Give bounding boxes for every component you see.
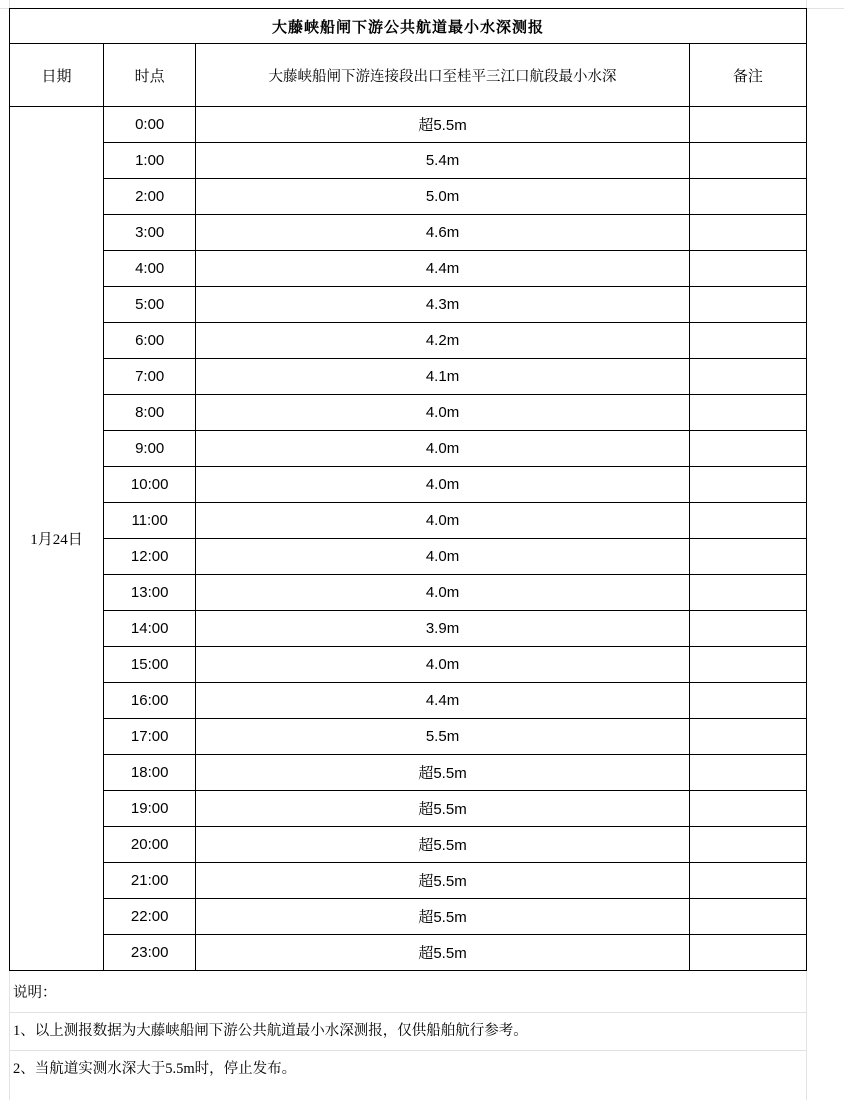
remark-cell <box>689 935 806 971</box>
remark-cell <box>689 539 806 575</box>
time-cell: 0:00 <box>104 107 196 143</box>
time-cell: 13:00 <box>104 575 196 611</box>
table-row <box>10 503 807 539</box>
depth-cell: 4.4m <box>196 683 690 719</box>
depth-cell: 4.2m <box>196 323 690 359</box>
time-cell: 18:00 <box>104 755 196 791</box>
table-row <box>10 359 807 395</box>
remark-cell <box>689 179 806 215</box>
page-title: 大藤峡船闸下游公共航道最小水深测报 <box>10 9 807 44</box>
table-row <box>10 323 807 359</box>
depth-cell: 3.9m <box>196 611 690 647</box>
remark-cell <box>689 791 806 827</box>
remark-cell <box>689 503 806 539</box>
table-row <box>10 395 807 431</box>
depth-cell: 4.0m <box>196 395 690 431</box>
note-item-1: 1、以上测报数据为大藤峡船闸下游公共航道最小水深测报，仅供船舶航行参考。 <box>13 1023 528 1040</box>
remark-cell <box>689 395 806 431</box>
remark-cell <box>689 431 806 467</box>
remark-cell <box>689 683 806 719</box>
time-cell: 2:00 <box>104 179 196 215</box>
table-row <box>10 467 807 503</box>
remark-cell <box>689 719 806 755</box>
depth-cell: 超5.5m <box>196 935 690 971</box>
depth-cell: 4.0m <box>196 431 690 467</box>
table-row <box>10 143 807 179</box>
table-row <box>10 827 807 863</box>
remark-cell <box>689 827 806 863</box>
column-header-date: 日期 <box>10 44 104 107</box>
time-cell: 16:00 <box>104 683 196 719</box>
depth-cell: 4.0m <box>196 647 690 683</box>
table-row <box>10 287 807 323</box>
time-cell: 22:00 <box>104 899 196 935</box>
depth-cell: 4.3m <box>196 287 690 323</box>
depth-cell: 4.6m <box>196 215 690 251</box>
remark-cell <box>689 755 806 791</box>
table-row <box>10 647 807 683</box>
remark-cell <box>689 143 806 179</box>
remark-cell <box>689 215 806 251</box>
depth-cell: 4.1m <box>196 359 690 395</box>
note-item-2: 2、当航道实测水深大于5.5m时，停止发布。 <box>13 1061 297 1078</box>
time-cell: 10:00 <box>104 467 196 503</box>
time-cell: 21:00 <box>104 863 196 899</box>
table-row <box>10 575 807 611</box>
time-cell: 15:00 <box>104 647 196 683</box>
remark-cell <box>689 251 806 287</box>
depth-cell: 超5.5m <box>196 107 690 143</box>
table-row <box>10 899 807 935</box>
column-header-time: 时点 <box>104 44 196 107</box>
table-row <box>10 431 807 467</box>
depth-cell: 超5.5m <box>196 755 690 791</box>
time-cell: 23:00 <box>104 935 196 971</box>
table-row <box>10 791 807 827</box>
depth-cell: 超5.5m <box>196 827 690 863</box>
depth-cell: 4.0m <box>196 467 690 503</box>
remark-cell <box>689 107 806 143</box>
table-row <box>10 935 807 971</box>
time-cell: 17:00 <box>104 719 196 755</box>
time-cell: 8:00 <box>104 395 196 431</box>
time-cell: 14:00 <box>104 611 196 647</box>
column-header-remark: 备注 <box>689 44 806 107</box>
remark-cell <box>689 323 806 359</box>
depth-cell: 5.0m <box>196 179 690 215</box>
depth-cell: 4.0m <box>196 575 690 611</box>
remark-cell <box>689 863 806 899</box>
depth-cell: 4.0m <box>196 539 690 575</box>
notes-section <box>9 975 807 1088</box>
table-row <box>10 611 807 647</box>
time-cell: 6:00 <box>104 323 196 359</box>
column-header-depth: 大藤峡船闸下游连接段出口至桂平三江口航段最小水深 <box>196 44 690 107</box>
time-cell: 1:00 <box>104 143 196 179</box>
table-row <box>10 539 807 575</box>
depth-cell: 5.4m <box>196 143 690 179</box>
remark-cell <box>689 647 806 683</box>
time-cell: 7:00 <box>104 359 196 395</box>
time-cell: 5:00 <box>104 287 196 323</box>
note-heading: 说明： <box>13 985 57 1002</box>
table-row <box>10 215 807 251</box>
remark-cell <box>689 899 806 935</box>
water-depth-report-table <box>9 8 807 971</box>
table-row <box>10 251 807 287</box>
remark-cell <box>689 359 806 395</box>
depth-cell: 5.5m <box>196 719 690 755</box>
time-cell: 4:00 <box>104 251 196 287</box>
time-cell: 12:00 <box>104 539 196 575</box>
table-row <box>10 107 807 143</box>
table-header-row <box>10 44 807 107</box>
remark-cell <box>689 611 806 647</box>
table-row <box>10 719 807 755</box>
time-cell: 3:00 <box>104 215 196 251</box>
depth-cell: 超5.5m <box>196 863 690 899</box>
depth-cell: 超5.5m <box>196 899 690 935</box>
depth-cell: 超5.5m <box>196 791 690 827</box>
table-row <box>10 179 807 215</box>
remark-cell <box>689 575 806 611</box>
time-cell: 9:00 <box>104 431 196 467</box>
time-cell: 19:00 <box>104 791 196 827</box>
time-cell: 20:00 <box>104 827 196 863</box>
table-title-row <box>10 9 807 44</box>
remark-cell <box>689 467 806 503</box>
depth-cell: 4.4m <box>196 251 690 287</box>
time-cell: 11:00 <box>104 503 196 539</box>
table-row <box>10 683 807 719</box>
table-row <box>10 863 807 899</box>
depth-cell: 4.0m <box>196 503 690 539</box>
date-cell: 1月24日 <box>10 107 104 971</box>
table-row <box>10 755 807 791</box>
remark-cell <box>689 287 806 323</box>
